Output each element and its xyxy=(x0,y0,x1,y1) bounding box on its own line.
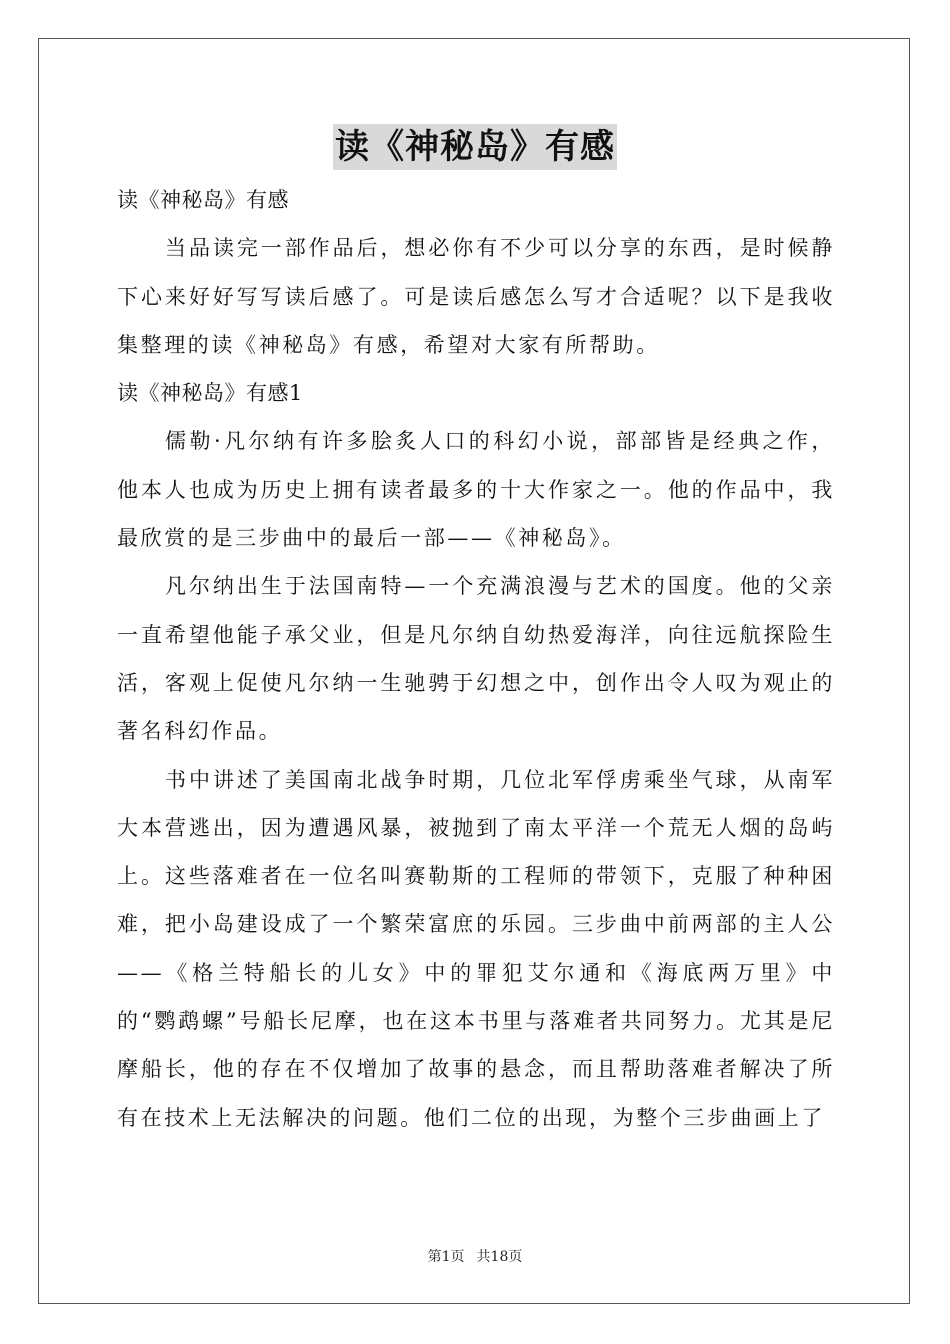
body-paragraph-1: 儒勒·凡尔纳有许多脍炙人口的科幻小说，部部皆是经典之作，他本人也成为历史上拥有读者最多的十大作家之一。他的作品中，我最欣赏的是三步曲中的最后一部——《神秘岛》。 xyxy=(117,429,835,551)
subtitle-line: 读《神秘岛》有感 xyxy=(117,188,289,212)
title-wrap xyxy=(0,124,950,170)
intro-paragraph: 当品读完一部作品后，想必你有不少可以分享的东西，是时候静下心来好好写写读后感了。可是读后感怎么写才合适呢？以下是我收集整理的读《神秘岛》有感，希望对大家有所帮助。 xyxy=(117,236,835,357)
document-title: 读《神秘岛》有感 xyxy=(333,124,617,170)
section-heading: 读《神秘岛》有感1 xyxy=(117,381,303,406)
page-number: 第1页 xyxy=(427,1249,465,1265)
body-paragraph-2: 凡尔纳出生于法国南特—一个充满浪漫与艺术的国度。他的父亲一直希望他能子承父业，但是凡尔纳自幼热爱海洋，向往远航探险生活，客观上促使凡尔纳一生驰骋于幻想之中，创作出令人叹为观止的著名科幻作品。 xyxy=(117,574,835,744)
page-footer xyxy=(0,1246,950,1266)
document-body xyxy=(117,176,835,1142)
page-total: 共18页 xyxy=(476,1249,523,1265)
body-paragraph-3: 书中讲述了美国南北战争时期，几位北军俘虏乘坐气球，从南军大本营逃出，因为遭遇风暴，被抛到了南太平洋一个荒无人烟的岛屿上。这些落难者在一位名叫赛勒斯的工程师的带领下，克服了种种困难，把小岛建设成了一个繁荣富庶的乐园。三步曲中前两部的主人公——《格兰特船长的儿女》中的罪犯艾尔通和《海底两万里》中的“鹦鹉螺”号船长尼摩，也在这本书里与落难者共同努力。尤其是尼摩船长，他的存在不仅增加了故事的悬念，而且帮助落难者解决了所有在技术上无法解决的问题。他们二位的出现，为整个三步曲画上了 xyxy=(117,767,835,1130)
